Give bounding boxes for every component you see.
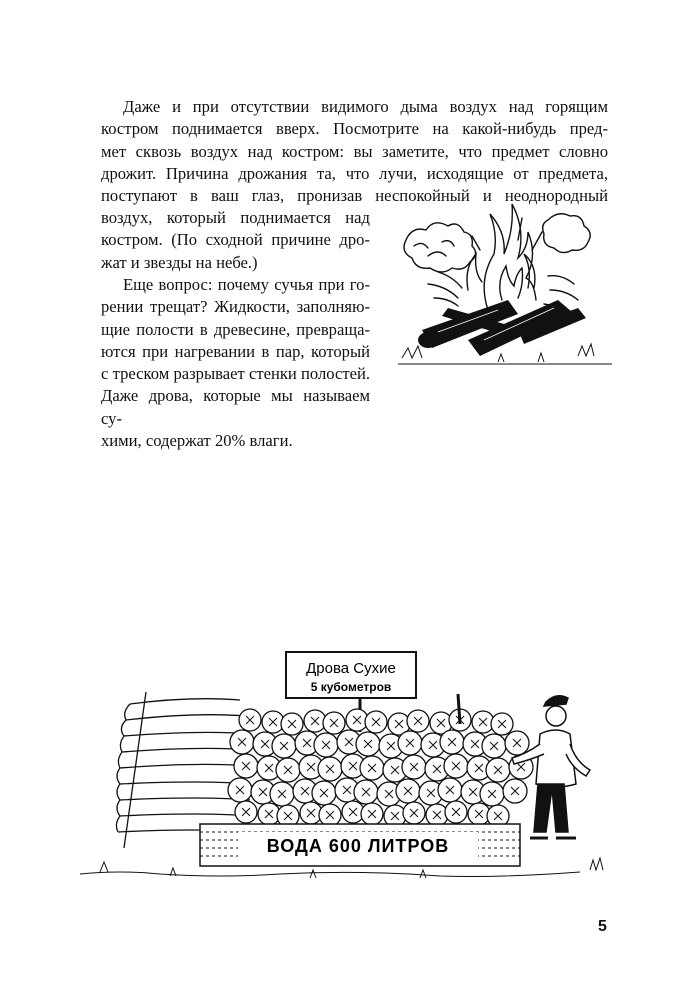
log-ends [228, 709, 533, 827]
campfire-illustration [398, 180, 612, 368]
text-line: щие полости в древесине, превраща- [101, 319, 370, 339]
paragraph-1-continued [101, 207, 370, 274]
text-line: дрожит. Причина дрожания та, что лучи, исходящие от предмета, [101, 163, 608, 183]
sign-title: Дрова Сухие [306, 660, 396, 677]
text-line: костром поднимается вверх. Посмотрите на какой-нибудь пред- [101, 119, 608, 139]
text-line: рении трещат? Жидкости, заполняю- [101, 297, 370, 317]
water-label: ВОДА 600 ЛИТРОВ [266, 836, 450, 856]
text-line: с треском разрывает стенки полостей. [101, 364, 370, 384]
text-line: Еще вопрос: почему сучья при го- [123, 275, 370, 294]
text-line: Даже дрова, которые мы называем су- [101, 386, 370, 428]
text-line: хими, содержат 20% влаги. [101, 431, 293, 451]
woodpile-illustration [60, 648, 620, 888]
text-line: ются при нагревании в пар, который [101, 341, 370, 361]
text-line: воздух, который поднимается над [101, 208, 370, 227]
text-line: костром. (По сходной причине дро- [101, 230, 370, 250]
text-line: мет сквозь воздух над костром: вы заметите, что предмет словно [101, 141, 608, 161]
text-line: поступают в ваш глаз, пронизав неспокойный и неоднородный [101, 186, 608, 206]
text-line: Даже и при отсутствии видимого дыма воздух над горящим [123, 97, 608, 116]
text-line: жат и звезды на небе.) [101, 252, 258, 272]
sign-volume: 5 кубометров [310, 680, 392, 694]
page-number: 5 [598, 918, 607, 935]
paragraph-2 [101, 274, 370, 452]
